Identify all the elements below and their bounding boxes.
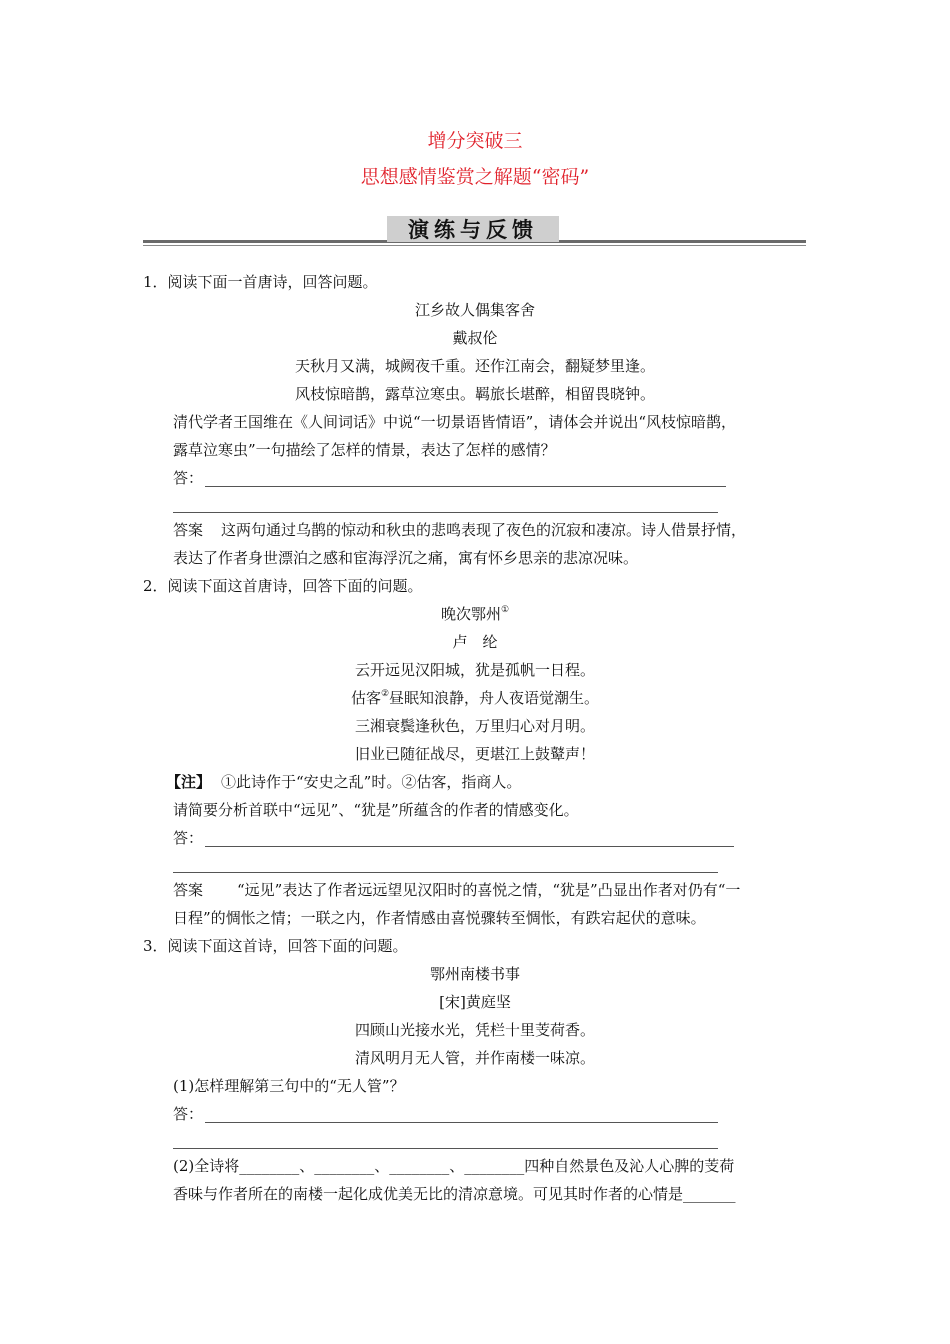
- q1-poem-author: 戴叔伦: [452, 329, 498, 347]
- q1-question-line: 清代学者王国维在《人间词话》中说“一切景语皆情语”，请体会并说出“风枝惊暗鹊，: [173, 413, 737, 431]
- q1-answer-text: 这两句通过乌鹊的惊动和秋虫的悲鸣表现了夜色的沉寂和凄凉。诗人借景抒情，: [221, 521, 747, 539]
- q3-sub-question-1: (1)怎样理解第三句中的“无人管”？: [173, 1077, 405, 1095]
- q2-answer: [173, 880, 740, 900]
- q2-question: 请简要分析首联中“远见”、“犹是”所蕴含的作者的情感变化。: [173, 801, 579, 819]
- q3-answer-line: [173, 1148, 718, 1149]
- answer-label: 答案: [173, 521, 204, 539]
- q1-answer-prefix: 答：: [173, 469, 204, 487]
- q3-sub-question-2: (2)全诗将________、________、________、________四种自然景色及沁人心脾的芰荷: [173, 1157, 735, 1175]
- q1-answer-line: [205, 486, 726, 487]
- q3-intro: 3．阅读下面这首诗，回答下面的问题。: [143, 937, 408, 955]
- q1-poem-title: 江乡故人偶集客舍: [414, 301, 535, 319]
- q2-poem-line-part: 估客: [350, 689, 381, 707]
- q2-line-note-mark: ②: [380, 689, 390, 699]
- q2-answer-text: 日程”的惆怅之情；一联之内，作者情感由喜悦骤转至惆怅，有跌宕起伏的意味。: [173, 909, 706, 927]
- title-line-1: 增分突破三: [427, 130, 523, 152]
- q2-poem-title-text: 晚次鄂州: [440, 605, 501, 623]
- q2-poem-line: 旧业已随征战尽，更堪江上鼓鼙声！: [354, 745, 595, 763]
- q2-note: [166, 772, 521, 792]
- q2-poem-line: 云开远见汉阳城，犹是孤帆一日程。: [354, 661, 595, 679]
- q2-poem-title: [0, 604, 950, 624]
- q3-answer-prefix: 答：: [173, 1105, 204, 1123]
- q3-sub-question-2: 香味与作者所在的南楼一起化成优美无比的清凉意境。可见其时作者的心情是_______: [173, 1185, 736, 1203]
- section-title: 演练与反馈: [387, 216, 559, 242]
- q2-title-note-mark: ①: [500, 605, 510, 615]
- q2-poem-author: 卢 纶: [452, 633, 498, 651]
- title-line-2: 思想感情鉴赏之解题“密码”: [360, 166, 590, 188]
- q1-answer: [173, 520, 746, 540]
- q1-answer-line: [173, 512, 718, 513]
- q3-poem-line: 四顾山光接水光，凭栏十里芰荷香。: [354, 1021, 595, 1039]
- q1-question-line: 露草泣寒虫”一句描绘了怎样的情景，表达了怎样的感情？: [173, 441, 556, 459]
- q1-poem-line: 风枝惊暗鹊，露草泣寒虫。羁旅长堪醉，相留畏晓钟。: [294, 385, 655, 403]
- q2-answer-text: “远见”表达了作者远远望见汉阳时的喜悦之情，“犹是”凸显出作者对仍有“一: [237, 881, 741, 899]
- q2-answer-line: [173, 872, 718, 873]
- q1-poem-line: 天秋月又满，城阙夜千重。还作江南会，翻疑梦里逢。: [294, 357, 655, 375]
- answer-label: 答案: [173, 881, 204, 899]
- q2-poem-line: [0, 688, 950, 708]
- q2-intro: 2．阅读下面这首唐诗，回答下面的问题。: [143, 577, 423, 595]
- q3-answer-line: [205, 1122, 718, 1123]
- q2-poem-line: 三湘衰鬓逢秋色，万里归心对月明。: [354, 717, 595, 735]
- banner-rule-thin: [143, 245, 806, 246]
- q2-poem-line-part: 昼眠知浪静，舟人夜语觉潮生。: [389, 689, 600, 707]
- section-banner: [143, 214, 806, 250]
- q1-intro: 1．阅读下面一首唐诗，回答问题。: [143, 273, 378, 291]
- q3-poem-line: 清风明月无人管，并作南楼一味凉。: [354, 1049, 595, 1067]
- q2-answer-prefix: 答：: [173, 829, 204, 847]
- q2-note-label: 【注】: [166, 773, 212, 791]
- q1-answer-text: 表达了作者身世漂泊之感和宦海浮沉之痛，寓有怀乡思亲的悲凉况味。: [173, 549, 639, 567]
- q3-poem-author: [宋]黄庭坚: [439, 993, 511, 1011]
- q2-note-text: ①此诗作于“安史之乱”时。②估客，指商人。: [221, 773, 522, 791]
- q3-poem-title: 鄂州南楼书事: [429, 965, 520, 983]
- q2-answer-line: [205, 846, 734, 847]
